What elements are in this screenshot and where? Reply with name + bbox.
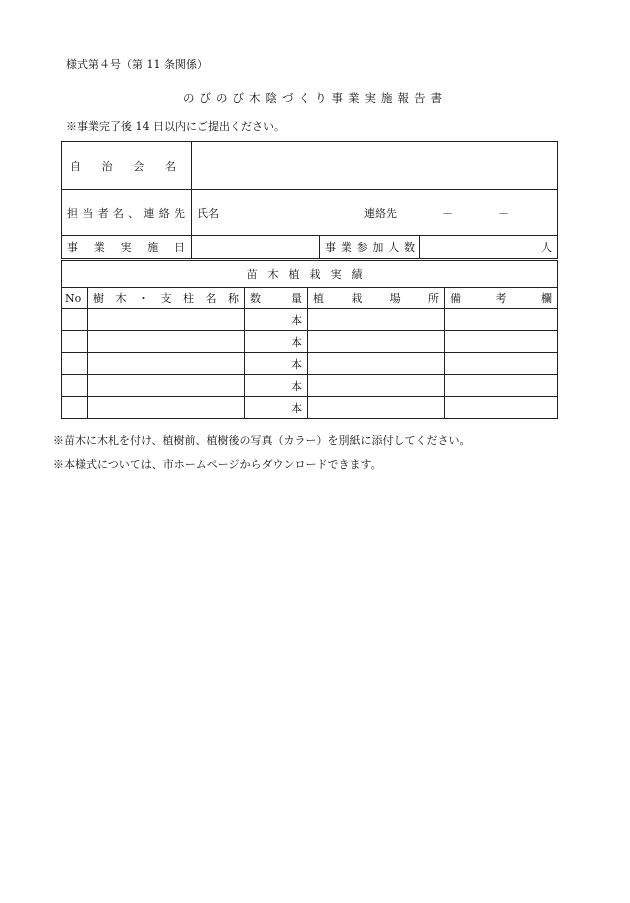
contact-label: 連絡先 [364, 206, 397, 220]
planting-section-title-cell [62, 261, 558, 288]
row-quantity-field[interactable] [245, 353, 308, 375]
association-label-cell [62, 142, 192, 190]
planting-table [61, 260, 558, 419]
quantity-unit: 本 [291, 357, 302, 371]
contact-person-label: 担当者名、連絡先 [67, 206, 185, 220]
implementation-row [62, 236, 558, 259]
deadline-note: ※事業完了後 14 日以内にご提出ください。 [66, 120, 285, 133]
row-remarks-field[interactable] [445, 331, 558, 353]
row-tree-name-field[interactable] [88, 353, 245, 375]
row-no-field[interactable] [62, 331, 88, 353]
row-tree-name-field[interactable] [88, 331, 245, 353]
planting-row [62, 375, 558, 397]
header-tree-name: 樹木・支柱名称 [93, 292, 239, 305]
quantity-unit: 本 [291, 313, 302, 327]
planting-row [62, 397, 558, 419]
participants-unit: 人 [541, 241, 553, 254]
contact-person-value-field[interactable] [192, 190, 558, 236]
phone-dash-2: － [498, 206, 509, 220]
form-number: 様式第４号（第 11 条関係） [66, 58, 208, 71]
info-table [61, 141, 558, 259]
row-no-field[interactable] [62, 353, 88, 375]
row-quantity-field[interactable] [245, 397, 308, 419]
participants-label-cell [320, 236, 420, 259]
planting-row [62, 353, 558, 375]
participants-field[interactable] [420, 236, 558, 259]
quantity-unit: 本 [291, 401, 302, 415]
header-quantity: 数量 [250, 292, 302, 305]
row-location-field[interactable] [308, 375, 445, 397]
implementation-date-label-cell [62, 236, 192, 259]
row-location-field[interactable] [308, 331, 445, 353]
row-quantity-field[interactable] [245, 331, 308, 353]
document-title: のびのび木陰づくり事業実施報告書 [183, 91, 447, 105]
note-download: ※本様式については、市ホームページからダウンロードできます。 [53, 458, 382, 471]
row-quantity-field[interactable] [245, 309, 308, 331]
association-row [62, 142, 558, 190]
row-no-field[interactable] [62, 375, 88, 397]
row-remarks-field[interactable] [445, 397, 558, 419]
contact-person-label-cell [62, 190, 192, 236]
planting-row [62, 331, 558, 353]
planting-section-title: 苗木植栽実績 [246, 268, 373, 281]
row-tree-name-field[interactable] [88, 397, 245, 419]
quantity-unit: 本 [291, 335, 302, 349]
header-location: 植栽場所 [313, 292, 439, 305]
header-no: No [62, 288, 88, 309]
row-no-field[interactable] [62, 309, 88, 331]
participants-label: 事業参加人数 [325, 241, 415, 254]
row-remarks-field[interactable] [445, 309, 558, 331]
association-value-field[interactable] [192, 142, 558, 190]
row-no-field[interactable] [62, 397, 88, 419]
quantity-unit: 本 [291, 379, 302, 393]
row-remarks-field[interactable] [445, 375, 558, 397]
phone-dash-1: － [442, 206, 453, 220]
header-remarks-cell [445, 288, 558, 309]
planting-section-title-row [62, 261, 558, 288]
row-location-field[interactable] [308, 353, 445, 375]
row-tree-name-field[interactable] [88, 309, 245, 331]
note-attach-photos: ※苗木に木札を付け、植樹前、植樹後の写真（カラー）を別紙に添付してください。 [53, 434, 471, 447]
header-tree-name-cell [88, 288, 245, 309]
row-quantity-field[interactable] [245, 375, 308, 397]
row-remarks-field[interactable] [445, 353, 558, 375]
implementation-date-field[interactable] [192, 236, 320, 259]
header-location-cell [308, 288, 445, 309]
name-label: 氏名 [197, 206, 219, 220]
row-location-field[interactable] [308, 397, 445, 419]
planting-header-row [62, 288, 558, 309]
header-remarks: 備考欄 [450, 292, 553, 305]
implementation-date-label: 事業実施日 [67, 241, 185, 254]
planting-row [62, 309, 558, 331]
contact-person-row [62, 190, 558, 236]
header-quantity-cell [245, 288, 308, 309]
row-tree-name-field[interactable] [88, 375, 245, 397]
row-location-field[interactable] [308, 309, 445, 331]
association-label: 自治会名 [70, 159, 176, 173]
